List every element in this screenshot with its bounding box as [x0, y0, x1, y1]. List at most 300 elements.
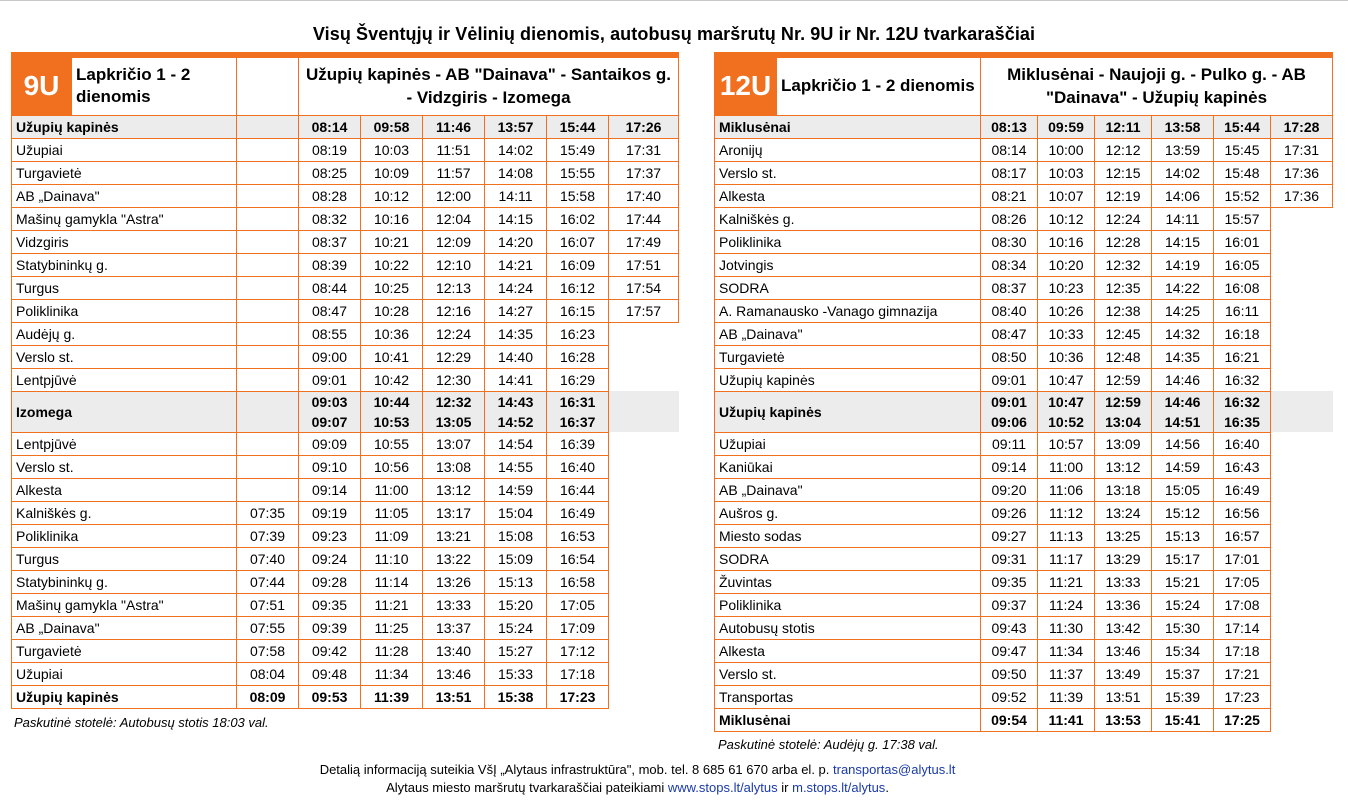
departure-time: 14:11 — [485, 184, 547, 207]
stop-name: Poliklinika — [715, 230, 981, 253]
departure-time: 16:23 — [547, 322, 609, 345]
departure-time: 11:34 — [1038, 639, 1095, 662]
departure-time: 17:57 — [609, 299, 679, 322]
table-row — [12, 184, 679, 207]
departure-time: 15:21 — [1152, 570, 1214, 593]
empty-cell — [609, 478, 679, 501]
departure-time: 08:28 — [299, 184, 361, 207]
table-row — [12, 524, 679, 547]
departure-time: 15:44 — [547, 115, 609, 138]
table-row — [715, 547, 1333, 570]
departure-time: 09:31 — [981, 547, 1038, 570]
stop-name: Transportas — [715, 685, 981, 708]
date-label: Lapkričio 1 - 2 dienomis — [72, 55, 237, 115]
departure-time: 13:59 — [1152, 138, 1214, 161]
stop-name: Mašinų gamykla "Astra" — [12, 207, 237, 230]
departure-time: 13:33 — [1095, 570, 1152, 593]
departure-time: 12:29 — [423, 345, 485, 368]
departure-time: 10:41 — [361, 345, 423, 368]
table-row — [12, 299, 679, 322]
table-row — [715, 455, 1333, 478]
departure-time: 13:22 — [423, 547, 485, 570]
departure-time: 10:57 — [1038, 432, 1095, 455]
table-row — [12, 138, 679, 161]
empty-cell — [1271, 547, 1333, 570]
departure-time: 15:45 — [1214, 138, 1271, 161]
stop-name: Užupių kapinės — [12, 115, 237, 138]
departure-time: 13:26 — [423, 570, 485, 593]
stop-name: Lentpjūvė — [12, 368, 237, 391]
last-stop-note-9u: Paskutinė stotelė: Autobusų stotis 18:03 val. — [14, 715, 269, 730]
last-stop-note-12u: Paskutinė stotelė: Audėjų g. 17:38 val. — [718, 737, 939, 752]
departure-time: 08:32 — [299, 207, 361, 230]
footer-links-line — [0, 780, 1275, 795]
departure-time: 11:17 — [1038, 547, 1095, 570]
departure-time: 12:59 — [1105, 393, 1141, 410]
departure-time: 12:38 — [1095, 299, 1152, 322]
stop-name: Vidzgiris — [12, 230, 237, 253]
departure-time: 10:53 — [373, 413, 410, 430]
page-title: Visų Šventųjų ir Vėlinių dienomis, autobusų maršrutų Nr. 9U ir Nr. 12U tvarkaraščiai — [312, 24, 1036, 44]
extra-departure-cell — [237, 368, 299, 391]
departure-time: 09:14 — [981, 455, 1038, 478]
departure-time: 16:29 — [547, 368, 609, 391]
empty-cell — [1271, 455, 1333, 478]
stop-name: Užupių kapinės — [715, 391, 981, 432]
stops-link[interactable]: www.stops.lt/alytus — [667, 780, 778, 795]
departure-time: 13:04 — [1105, 413, 1141, 430]
table-row — [715, 391, 1333, 432]
departure-time: 13:12 — [1095, 455, 1152, 478]
table-row — [715, 276, 1333, 299]
extra-departure-cell: 07:55 — [237, 616, 299, 639]
departure-time: 11:51 — [423, 138, 485, 161]
departure-time: 15:17 — [1152, 547, 1214, 570]
table-row — [715, 253, 1333, 276]
departure-time: 13:05 — [435, 413, 472, 430]
stop-name: Turgus — [12, 547, 237, 570]
departure-time: 12:04 — [423, 207, 485, 230]
stop-name: Verslo st. — [715, 662, 981, 685]
table-row — [715, 432, 1333, 455]
empty-cell — [609, 455, 679, 478]
empty-cell — [609, 593, 679, 616]
extra-departure-cell — [237, 161, 299, 184]
stop-name: Verslo st. — [715, 161, 981, 184]
departure-time: 10:33 — [1038, 322, 1095, 345]
departure-time: 08:26 — [981, 207, 1038, 230]
departure-time: 10:21 — [361, 230, 423, 253]
departure-time: 17:26 — [609, 115, 679, 138]
departure-time: 15:04 — [485, 501, 547, 524]
empty-cell — [609, 547, 679, 570]
departure-time: 14:46 — [1164, 393, 1201, 410]
table-row — [715, 322, 1333, 345]
departure-time: 15:37 — [1152, 662, 1214, 685]
empty-cell — [1271, 708, 1333, 731]
footer-links-text: Alytaus miesto maršrutų tvarkaraščiai pateikiami — [386, 780, 668, 795]
departure-time: 10:12 — [1038, 207, 1095, 230]
departure-time: 10:00 — [1038, 138, 1095, 161]
departure-time: 08:47 — [299, 299, 361, 322]
departure-time: 08:37 — [299, 230, 361, 253]
table-row — [715, 138, 1333, 161]
stop-name: Žuvintas — [715, 570, 981, 593]
stop-name: Jotvingis — [715, 253, 981, 276]
departure-time: 14:20 — [485, 230, 547, 253]
table-row — [715, 501, 1333, 524]
extra-departure-cell: 07:40 — [237, 547, 299, 570]
empty-cell — [1271, 685, 1333, 708]
route-description: Miklusėnai - Naujoji g. - Pulko g. - AB "Dainava" - Užupių kapinės — [981, 55, 1333, 115]
departure-time: 11:13 — [1038, 524, 1095, 547]
extra-departure-cell: 07:35 — [237, 501, 299, 524]
stop-name: Užupiai — [12, 662, 237, 685]
departure-time: 09:26 — [981, 501, 1038, 524]
timetable-9u — [11, 52, 679, 709]
stop-name: Poliklinika — [715, 593, 981, 616]
departure-time: 12:16 — [423, 299, 485, 322]
departure-time: 15:24 — [485, 616, 547, 639]
departure-time: 10:25 — [361, 276, 423, 299]
departure-time: 16:40 — [1214, 432, 1271, 455]
departure-time: 14:02 — [1152, 161, 1214, 184]
departure-time: 15:24 — [1152, 593, 1214, 616]
departure-time: 11:21 — [1038, 570, 1095, 593]
stop-name: Užupių kapinės — [715, 368, 981, 391]
departure-time: 17:12 — [547, 639, 609, 662]
departure-time: 08:47 — [981, 322, 1038, 345]
departure-time: 09:35 — [981, 570, 1038, 593]
departure-time: 15:30 — [1152, 616, 1214, 639]
departure-time: 15:05 — [1152, 478, 1214, 501]
departure-time: 17:05 — [547, 593, 609, 616]
empty-cell — [1271, 593, 1333, 616]
departure-time: 17:36 — [1271, 161, 1333, 184]
empty-cell — [1271, 276, 1333, 299]
departure-time: 12:32 — [435, 393, 472, 410]
departure-time: 16:54 — [547, 547, 609, 570]
table-row — [715, 115, 1333, 138]
departure-time: 12:30 — [423, 368, 485, 391]
departure-time: 12:15 — [1095, 161, 1152, 184]
departure-time: 17:23 — [547, 685, 609, 708]
departure-time: 14:21 — [485, 253, 547, 276]
departure-time: 11:57 — [423, 161, 485, 184]
departure-time: 15:33 — [485, 662, 547, 685]
departure-time: 16:58 — [547, 570, 609, 593]
table-row — [715, 662, 1333, 685]
stop-name: Audėjų g. — [12, 322, 237, 345]
departure-time: 15:48 — [1214, 161, 1271, 184]
extra-departure-cell — [237, 230, 299, 253]
departure-time: 12:59 — [1095, 368, 1152, 391]
table-row — [12, 662, 679, 685]
departure-time: 15:39 — [1152, 685, 1214, 708]
departure-time: 09:28 — [299, 570, 361, 593]
empty-cell — [609, 524, 679, 547]
departure-time: 08:34 — [981, 253, 1038, 276]
departure-time: 08:40 — [981, 299, 1038, 322]
departure-time: 10:36 — [1038, 345, 1095, 368]
departure-time: 13:42 — [1095, 616, 1152, 639]
departure-time: 14:15 — [1152, 230, 1214, 253]
departure-time: 09:11 — [981, 432, 1038, 455]
departure-time: 14:08 — [485, 161, 547, 184]
departure-time: 14:15 — [485, 207, 547, 230]
empty-cell — [1271, 570, 1333, 593]
stop-name: Užupiai — [715, 432, 981, 455]
top-border — [0, 0, 1348, 1]
departure-time: 15:58 — [547, 184, 609, 207]
departure-time: 13:08 — [423, 455, 485, 478]
departure-time: 17:21 — [1214, 662, 1271, 685]
departure-time: 13:21 — [423, 524, 485, 547]
departure-time: 10:12 — [361, 184, 423, 207]
departure-time: 11:10 — [361, 547, 423, 570]
departure-time: 09:09 — [299, 432, 361, 455]
table-row — [715, 161, 1333, 184]
empty-cell — [609, 570, 679, 593]
departure-time: 16:09 — [547, 253, 609, 276]
route-badge-9u: 9U — [12, 55, 72, 115]
departure-time: 13:46 — [1095, 639, 1152, 662]
departure-time: 14:59 — [1152, 455, 1214, 478]
table-row — [715, 368, 1333, 391]
mobile-stops-link[interactable]: m.stops.lt/alytus — [792, 780, 886, 795]
departure-time: 14:56 — [1152, 432, 1214, 455]
departure-time: 15:55 — [547, 161, 609, 184]
departure-time: 14:54 — [485, 432, 547, 455]
stop-name: Verslo st. — [12, 345, 237, 368]
departure-time: 10:44 — [373, 393, 410, 410]
table-row — [715, 524, 1333, 547]
departure-time: 11:28 — [361, 639, 423, 662]
departure-time: 09:06 — [991, 413, 1027, 430]
departure-time: 13:09 — [1095, 432, 1152, 455]
empty-cell — [1271, 639, 1333, 662]
departure-time: 15:34 — [1152, 639, 1214, 662]
departure-time: 11:06 — [1038, 478, 1095, 501]
departure-time: 08:19 — [299, 138, 361, 161]
departure-time: 14:24 — [485, 276, 547, 299]
departure-time: 13:24 — [1095, 501, 1152, 524]
empty-cell — [609, 432, 679, 455]
departure-time: 09:07 — [311, 413, 348, 430]
table-row — [715, 708, 1333, 731]
departure-time: 12:45 — [1095, 322, 1152, 345]
departure-time: 08:44 — [299, 276, 361, 299]
departure-time: 14:25 — [1152, 299, 1214, 322]
stop-name: Užupiai — [12, 138, 237, 161]
departure-time: 09:20 — [981, 478, 1038, 501]
departure-time: 14:55 — [485, 455, 547, 478]
empty-cell — [1271, 345, 1333, 368]
extra-departure-cell: 08:09 — [237, 685, 299, 708]
departure-time: 11:05 — [361, 501, 423, 524]
extra-departure-cell — [237, 138, 299, 161]
departure-time: 14:51 — [1164, 413, 1201, 430]
table-row — [715, 616, 1333, 639]
departure-time: 16:31 — [559, 393, 596, 410]
departure-time: 10:16 — [1038, 230, 1095, 253]
extra-departure-cell: 07:58 — [237, 639, 299, 662]
stop-name: Verslo st. — [12, 455, 237, 478]
departure-time: 09:50 — [981, 662, 1038, 685]
departure-time: 11:30 — [1038, 616, 1095, 639]
table-row — [715, 230, 1333, 253]
departure-time: 09:14 — [299, 478, 361, 501]
departure-time: 11:34 — [361, 662, 423, 685]
departure-time: 13:57 — [485, 115, 547, 138]
stop-name: SODRA — [715, 547, 981, 570]
departure-time: 12:48 — [1095, 345, 1152, 368]
departure-time: 16:01 — [1214, 230, 1271, 253]
departure-time: 10:47 — [1038, 368, 1095, 391]
departure-time: 16:28 — [547, 345, 609, 368]
departure-time: 13:25 — [1095, 524, 1152, 547]
departure-time: 13:58 — [1152, 115, 1214, 138]
departure-time: 17:01 — [1214, 547, 1271, 570]
stop-name: Miesto sodas — [715, 524, 981, 547]
table-row — [12, 161, 679, 184]
route-badge-12u: 12U — [715, 55, 777, 115]
table-row — [715, 478, 1333, 501]
departure-time: 09:43 — [981, 616, 1038, 639]
departure-time: 08:25 — [299, 161, 361, 184]
table-row — [12, 685, 679, 708]
empty-cell — [1271, 432, 1333, 455]
extra-departure-cell — [237, 299, 299, 322]
departure-time: 15:13 — [1152, 524, 1214, 547]
extra-departure-cell — [237, 345, 299, 368]
stop-name: Poliklinika — [12, 524, 237, 547]
departure-time: 09:00 — [299, 345, 361, 368]
departure-time: 12:24 — [1095, 207, 1152, 230]
departure-time: 17:44 — [609, 207, 679, 230]
extra-departure-cell — [237, 115, 299, 138]
stop-name: Aušros g. — [715, 501, 981, 524]
departure-time: 11:37 — [1038, 662, 1095, 685]
departure-time: 17:31 — [609, 138, 679, 161]
departure-time: 10:16 — [361, 207, 423, 230]
extra-departure-cell: 08:04 — [237, 662, 299, 685]
route-description: Užupių kapinės - AB "Dainava" - Santaikos g. - Vidzgiris - Izomega — [299, 55, 679, 115]
empty-cell — [1271, 207, 1333, 230]
table-row — [12, 639, 679, 662]
departure-time: 15:08 — [485, 524, 547, 547]
departure-time: 17:05 — [1214, 570, 1271, 593]
table-row — [12, 547, 679, 570]
stop-name: Turgavietė — [12, 161, 237, 184]
departure-time: 16:32 — [1214, 368, 1271, 391]
departure-time: 16:49 — [547, 501, 609, 524]
departure-time: 17:40 — [609, 184, 679, 207]
departure-time: 14:11 — [1152, 207, 1214, 230]
departure-time: 10:47 — [1048, 393, 1084, 410]
departure-time: 11:24 — [1038, 593, 1095, 616]
stop-name: AB „Dainava" — [715, 478, 981, 501]
footer-info-text: Detalią informaciją suteikia VšĮ „Alytaus infrastruktūra", mob. tel. 8 685 61 670 arba el. p. — [319, 762, 833, 777]
departure-time: 12:28 — [1095, 230, 1152, 253]
departure-time: 15:52 — [1214, 184, 1271, 207]
departure-time: 14:27 — [485, 299, 547, 322]
email-link[interactable]: transportas@alytus.lt — [833, 762, 956, 777]
empty-cell — [609, 685, 679, 708]
departure-time: 08:50 — [981, 345, 1038, 368]
table-row — [12, 432, 679, 455]
departure-time: 10:42 — [361, 368, 423, 391]
departure-time: 17:31 — [1271, 138, 1333, 161]
table-row — [12, 253, 679, 276]
table-row — [12, 391, 679, 432]
departure-time: 16:18 — [1214, 322, 1271, 345]
departure-time: 16:43 — [1214, 455, 1271, 478]
extra-departure-cell — [237, 432, 299, 455]
departure-time: 09:35 — [299, 593, 361, 616]
table-row — [12, 115, 679, 138]
departure-time: 08:39 — [299, 253, 361, 276]
departure-time: 11:39 — [1038, 685, 1095, 708]
table-row — [715, 299, 1333, 322]
departure-time: 08:37 — [981, 276, 1038, 299]
empty-cell — [1271, 501, 1333, 524]
departure-time: 12:00 — [423, 184, 485, 207]
departure-time: 11:09 — [361, 524, 423, 547]
departure-time: 15:49 — [547, 138, 609, 161]
empty-cell — [1271, 662, 1333, 685]
extra-departure-cell — [237, 253, 299, 276]
departure-time: 11:25 — [361, 616, 423, 639]
departure-time: 10:26 — [1038, 299, 1095, 322]
departure-time: 10:07 — [1038, 184, 1095, 207]
departure-time: 14:06 — [1152, 184, 1214, 207]
departure-time: 11:00 — [361, 478, 423, 501]
departure-time: 09:03 — [311, 393, 348, 410]
departure-time: 09:58 — [361, 115, 423, 138]
stop-name: Kalniškės g. — [12, 501, 237, 524]
departure-time: 08:21 — [981, 184, 1038, 207]
departure-time: 15:41 — [1152, 708, 1214, 731]
table-row — [12, 570, 679, 593]
stop-name: Kaniūkai — [715, 455, 981, 478]
departure-time: 08:14 — [299, 115, 361, 138]
extra-departure-cell — [237, 184, 299, 207]
departure-time — [485, 391, 547, 432]
table-row — [715, 593, 1333, 616]
stop-name: Statybininkų g. — [12, 570, 237, 593]
departure-time: 11:00 — [1038, 455, 1095, 478]
footer-links-mid: ir — [777, 780, 793, 795]
departure-time: 13:07 — [423, 432, 485, 455]
departure-time: 12:12 — [1095, 138, 1152, 161]
departure-time: 16:49 — [1214, 478, 1271, 501]
empty-cell — [1271, 478, 1333, 501]
departure-time — [547, 391, 609, 432]
empty-cell — [1271, 616, 1333, 639]
departure-time: 09:54 — [981, 708, 1038, 731]
departure-time: 17:54 — [609, 276, 679, 299]
departure-time — [299, 391, 361, 432]
departure-time: 09:10 — [299, 455, 361, 478]
departure-time: 09:27 — [981, 524, 1038, 547]
departure-time: 16:53 — [547, 524, 609, 547]
stop-name: Alkesta — [715, 639, 981, 662]
departure-time: 09:24 — [299, 547, 361, 570]
stop-name: Miklusėnai — [715, 115, 981, 138]
stop-name: AB „Dainava" — [715, 322, 981, 345]
departure-time: 11:21 — [361, 593, 423, 616]
